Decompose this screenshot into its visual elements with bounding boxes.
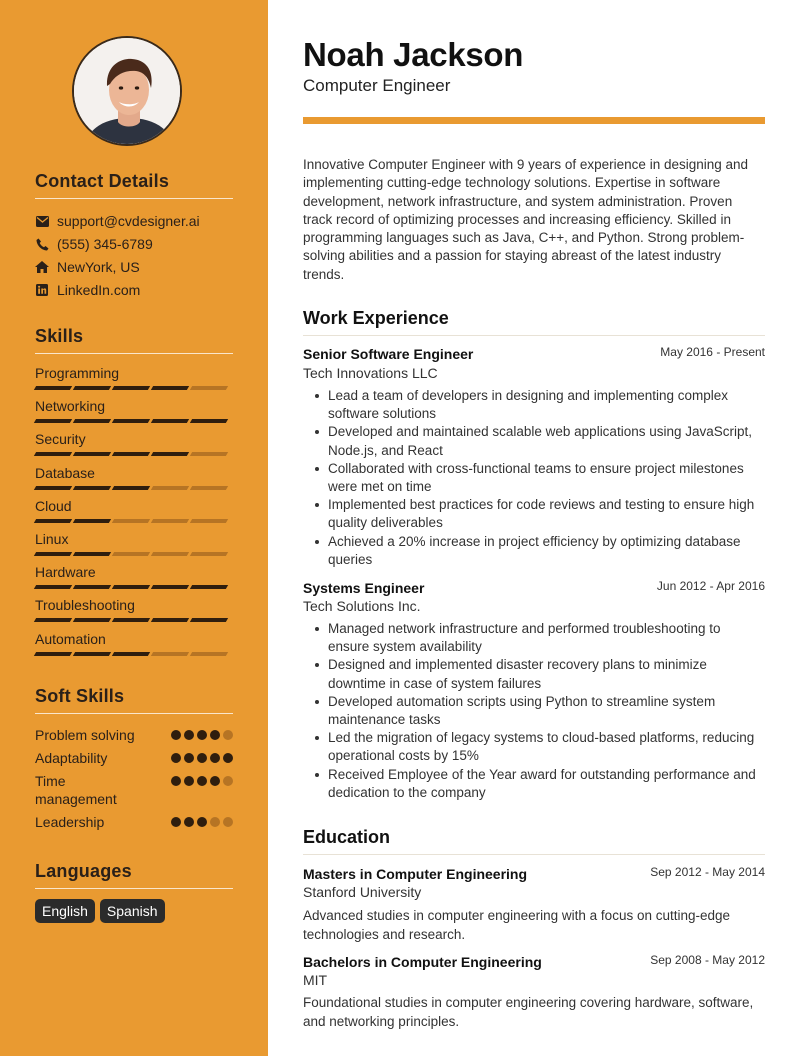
skill-level-bars bbox=[35, 452, 233, 456]
skill-level-segment bbox=[34, 452, 72, 456]
email-text: support@cvdesigner.ai bbox=[57, 213, 200, 229]
skill-level-bars bbox=[35, 486, 233, 490]
bullet-item: Designed and implemented disaster recovery plans to minimize downtime in case of system failures bbox=[303, 656, 765, 692]
language-badge: English bbox=[35, 899, 95, 923]
job-company: Tech Solutions Inc. bbox=[303, 598, 421, 614]
degree-title: Masters in Computer Engineering bbox=[303, 866, 528, 882]
work-heading: Work Experience bbox=[303, 308, 765, 336]
skill-level-bars bbox=[35, 419, 233, 423]
skill-level-segment bbox=[112, 486, 150, 490]
soft-skill-label: Time management bbox=[35, 773, 117, 807]
job-company: Tech Innovations LLC bbox=[303, 365, 438, 381]
bullet-item: Received Employee of the Year award for outstanding performance and dedication to the company bbox=[303, 766, 765, 802]
rating-dot bbox=[171, 817, 181, 827]
education-date: Sep 2012 - May 2014 bbox=[650, 865, 765, 879]
soft-skills-heading: Soft Skills bbox=[35, 686, 233, 714]
skill-label: Troubleshooting bbox=[35, 597, 135, 614]
skill-level-segment bbox=[190, 519, 228, 523]
home-icon bbox=[35, 260, 49, 274]
contact-phone[interactable] bbox=[35, 235, 153, 253]
soft-skill-item bbox=[35, 772, 233, 808]
skill-level-segment bbox=[73, 386, 111, 390]
skill-level-segment bbox=[73, 519, 111, 523]
sidebar bbox=[0, 0, 268, 1056]
skill-level-segment bbox=[151, 585, 189, 589]
soft-skill-rating bbox=[171, 772, 233, 808]
skill-label: Cloud bbox=[35, 497, 72, 514]
skill-level-segment bbox=[34, 419, 72, 423]
skill-level-segment bbox=[73, 486, 111, 490]
skill-level-segment bbox=[73, 652, 111, 656]
skill-level-segment bbox=[112, 652, 150, 656]
job-bullets bbox=[303, 387, 765, 569]
job-date: Jun 2012 - Apr 2016 bbox=[656, 579, 765, 593]
rating-dot bbox=[197, 817, 207, 827]
skill-level-segment bbox=[112, 618, 150, 622]
skill-level-segment bbox=[190, 618, 228, 622]
skill-item bbox=[35, 397, 233, 423]
education-date: Sep 2008 - May 2012 bbox=[650, 953, 765, 967]
skill-label: Programming bbox=[35, 365, 120, 381]
bullet-item: Led the migration of legacy systems to cloud-based platforms, reducing operational costs by 15% bbox=[303, 729, 765, 765]
skill-label: Linux bbox=[35, 531, 69, 547]
skill-level-segment bbox=[112, 552, 150, 556]
soft-skill-label: Problem solving bbox=[35, 727, 135, 743]
rating-dot bbox=[171, 730, 181, 740]
linkedin-icon bbox=[35, 283, 49, 297]
skill-label: Hardware bbox=[35, 564, 96, 581]
skill-level-bars bbox=[35, 386, 233, 390]
languages-list bbox=[35, 899, 165, 923]
soft-skill-rating bbox=[171, 749, 233, 767]
skill-item bbox=[35, 596, 233, 622]
skill-label: Automation bbox=[35, 630, 106, 647]
skill-level-segment bbox=[190, 452, 228, 456]
skill-level-segment bbox=[151, 419, 189, 423]
rating-dot bbox=[223, 730, 233, 740]
bullet-item: Developed automation scripts using Python to streamline system maintenance tasks bbox=[303, 693, 765, 729]
linkedin-text: LinkedIn.com bbox=[57, 282, 141, 298]
rating-dot bbox=[210, 817, 220, 827]
skill-level-segment bbox=[34, 585, 72, 589]
bullet-item: Developed and maintained scalable web applications using JavaScript, Node.js, and React bbox=[303, 423, 765, 459]
skill-level-bars bbox=[35, 519, 233, 523]
envelope-icon bbox=[35, 214, 49, 228]
skill-level-segment bbox=[151, 519, 189, 523]
skill-label: Networking bbox=[35, 398, 106, 415]
rating-dot bbox=[184, 730, 194, 740]
job-bullets bbox=[303, 620, 765, 802]
location-text: NewYork, US bbox=[57, 259, 140, 275]
skill-level-segment bbox=[73, 452, 111, 456]
skill-level-segment bbox=[190, 386, 228, 390]
skill-level-segment bbox=[34, 552, 72, 556]
soft-skill-rating bbox=[171, 726, 233, 744]
rating-dot bbox=[210, 753, 220, 763]
skill-level-segment bbox=[151, 386, 189, 390]
skill-level-segment bbox=[190, 486, 228, 490]
contact-linkedin[interactable] bbox=[35, 281, 140, 299]
education-description: Foundational studies in computer engineering covering hardware, software, and networking principles. bbox=[303, 995, 754, 1029]
soft-skill-item bbox=[35, 726, 233, 744]
bullet-item: Achieved a 20% increase in project efficiency by optimizing database queries bbox=[303, 533, 765, 569]
rating-dot bbox=[197, 776, 207, 786]
candidate-title: Computer Engineer bbox=[303, 76, 451, 95]
rating-dot bbox=[223, 753, 233, 763]
skill-item bbox=[35, 364, 233, 390]
skill-item bbox=[35, 630, 233, 656]
skill-level-bars bbox=[35, 618, 233, 622]
skill-level-segment bbox=[112, 452, 150, 456]
rating-dot bbox=[171, 776, 181, 786]
skill-level-segment bbox=[151, 552, 189, 556]
contact-email[interactable] bbox=[35, 212, 200, 230]
skill-level-segment bbox=[34, 652, 72, 656]
profile-photo-icon bbox=[74, 38, 182, 146]
rating-dot bbox=[223, 817, 233, 827]
skill-level-segment bbox=[190, 552, 228, 556]
job-title: Senior Software Engineer bbox=[303, 346, 474, 362]
job-title: Systems Engineer bbox=[303, 580, 425, 596]
bullet-item: Managed network infrastructure and performed troubleshooting to ensure system availability bbox=[303, 620, 765, 656]
accent-divider bbox=[303, 117, 765, 124]
school-name: MIT bbox=[303, 972, 328, 988]
rating-dot bbox=[184, 753, 194, 763]
rating-dot bbox=[210, 730, 220, 740]
skill-level-segment bbox=[112, 585, 150, 589]
skill-item bbox=[35, 530, 233, 556]
avatar bbox=[72, 36, 182, 146]
bullet-item: Lead a team of developers in designing and implementing complex software solutions bbox=[303, 387, 765, 423]
skill-item bbox=[35, 497, 233, 523]
skill-level-bars bbox=[35, 652, 233, 656]
degree-title: Bachelors in Computer Engineering bbox=[303, 954, 542, 970]
soft-skill-rating bbox=[171, 813, 233, 831]
skill-level-segment bbox=[151, 652, 189, 656]
skill-level-segment bbox=[73, 419, 111, 423]
soft-skill-label: Adaptability bbox=[35, 750, 108, 766]
skills-heading: Skills bbox=[35, 326, 233, 354]
bullet-item: Collaborated with cross-functional teams to ensure project milestones were met on time bbox=[303, 460, 765, 496]
skill-level-segment bbox=[73, 585, 111, 589]
soft-skill-item bbox=[35, 749, 233, 767]
rating-dot bbox=[197, 730, 207, 740]
rating-dot bbox=[197, 753, 207, 763]
contact-location bbox=[35, 258, 140, 276]
skill-level-segment bbox=[190, 419, 228, 423]
profile-summary: Innovative Computer Engineer with 9 years of experience in designing and implementing cutting-edge technology solutions. Expertise in software development, network infrastructure, and system administration. Proven track record of optimizing processes and increasing efficiency. Skilled in programming languages such as Java, C++, and Python. Strong problem-solving abilities and a passion for staying abreast of the latest industry trends. bbox=[303, 157, 749, 282]
soft-skill-label: Leadership bbox=[35, 814, 105, 830]
skill-level-segment bbox=[151, 486, 189, 490]
skill-level-segment bbox=[112, 419, 150, 423]
job-date: May 2016 - Present bbox=[660, 345, 765, 359]
skill-label: Database bbox=[35, 464, 95, 481]
phone-icon bbox=[35, 237, 49, 251]
skill-item bbox=[35, 563, 233, 589]
skill-level-segment bbox=[112, 519, 150, 523]
skill-level-bars bbox=[35, 585, 233, 589]
bullet-item: Implemented best practices for code reviews and testing to ensure high quality deliverables bbox=[303, 496, 765, 532]
rating-dot bbox=[210, 776, 220, 786]
skill-level-segment bbox=[151, 452, 189, 456]
candidate-name: Noah Jackson bbox=[303, 36, 524, 73]
education-description: Advanced studies in computer engineering with a focus on cutting-edge technologies and research. bbox=[303, 908, 731, 942]
soft-skill-item bbox=[35, 813, 233, 831]
school-name: Stanford University bbox=[303, 884, 422, 900]
skill-level-segment bbox=[34, 386, 72, 390]
rating-dot bbox=[223, 776, 233, 786]
skill-level-segment bbox=[34, 618, 72, 622]
phone-text: (555) 345-6789 bbox=[57, 236, 153, 252]
skill-level-segment bbox=[190, 652, 228, 656]
skill-level-segment bbox=[73, 552, 111, 556]
skill-level-segment bbox=[112, 386, 150, 390]
skill-level-segment bbox=[34, 519, 72, 523]
language-badge: Spanish bbox=[100, 899, 165, 923]
skill-label: Security bbox=[35, 431, 86, 448]
education-heading: Education bbox=[303, 827, 765, 855]
skill-item bbox=[35, 464, 233, 490]
languages-heading: Languages bbox=[35, 861, 233, 889]
skill-level-bars bbox=[35, 552, 233, 556]
contact-heading: Contact Details bbox=[35, 171, 233, 199]
rating-dot bbox=[184, 776, 194, 786]
rating-dot bbox=[171, 753, 181, 763]
rating-dot bbox=[184, 817, 194, 827]
skill-item bbox=[35, 430, 233, 456]
skill-level-segment bbox=[73, 618, 111, 622]
skill-level-segment bbox=[190, 585, 228, 589]
skill-level-segment bbox=[34, 486, 72, 490]
skill-level-segment bbox=[151, 618, 189, 622]
